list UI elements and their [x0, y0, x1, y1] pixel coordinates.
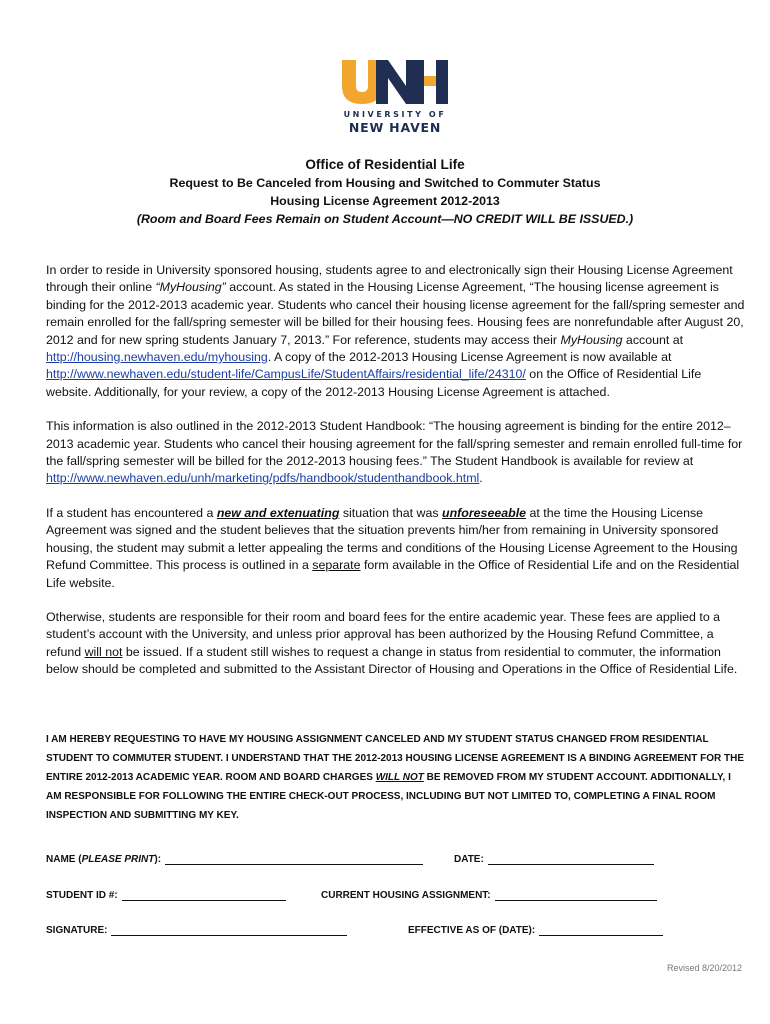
effective-label: EFFECTIVE AS OF (DATE):: [408, 925, 536, 936]
myhousing-quoted: “MyHousing”: [155, 280, 226, 295]
signature-field[interactable]: [111, 923, 347, 936]
request-title: Request to Be Canceled from Housing and Switched to Commuter Status: [169, 176, 601, 190]
date-label: DATE:: [454, 854, 484, 865]
paragraph-1: [46, 262, 746, 401]
revised-date: Revised 8/20/2012: [666, 963, 742, 973]
signature-label: SIGNATURE:: [46, 925, 108, 936]
text: In order to reside in University sponsored housing, students agree to and electronically sign their Housing License Agreement through their online: [46, 263, 733, 295]
text: If a student has encountered a: [46, 505, 217, 520]
document-body: [46, 262, 746, 696]
text: BE REMOVED FROM MY STUDENT ACCOUNT. ADDITIONALLY, I AM RESPONSIBLE FOR FOLLOWING THE ENTIRE CHECK-OUT PROCESS, INCLUDING BUT NOT LIMITED TO, COMPLETING A FINAL ROOM INSPECTION AND SUBMITTING MY KEY.: [46, 772, 731, 821]
name-field[interactable]: [165, 852, 423, 865]
text: account at: [622, 332, 684, 347]
will-not: WILL NOT: [375, 772, 424, 783]
text: at the time the Housing License Agreement was signed and the student believes that the situation prevents him/her from remaining in University sponsored housing, the student may submit a letter appealing the terms and conditions of the Housing License Agreement to the Housing Refund Committee. This process is outlined in a: [46, 505, 738, 573]
date-row: [454, 852, 654, 865]
separate: separate: [312, 558, 361, 573]
effective-row: [408, 923, 663, 936]
text: .: [479, 471, 483, 486]
logo-university-of: UNIVERSITY OF: [343, 110, 447, 119]
name-label: NAME (: [46, 854, 82, 865]
certification-statement: [46, 730, 746, 825]
text: situation that was: [339, 505, 443, 520]
paragraph-2: [46, 418, 746, 488]
unh-logo: [336, 52, 454, 134]
effective-date-field[interactable]: [539, 923, 663, 936]
text: Otherwise, students are responsible for their room and board fees for the entire academic year. These fees are applied to a student’s account with the University, and unless prior approval has been authorized by the Housing Refund Committee, a refund: [46, 609, 721, 659]
office-title: Office of Residential Life: [305, 157, 465, 172]
unforeseeable: unforeseeable: [442, 505, 527, 520]
date-field[interactable]: [488, 852, 654, 865]
handbook-link[interactable]: http://www.newhaven.edu/unh/marketing/pdfs/handbook/studenthandbook.html: [46, 471, 480, 486]
text: . A copy of the 2012-2013 Housing License Agreement is now available at: [267, 350, 672, 365]
assignment-field[interactable]: [495, 888, 657, 901]
fees-note: (Room and Board Fees Remain on Student Account—NO CREDIT WILL BE ISSUED.): [136, 212, 634, 226]
text: be issued. If a student still wishes to request a change in status from residential to commuter, the information below should be completed and submitted to the Assistant Director of Housing and Operations in the Office of Residential Life.: [46, 644, 738, 677]
student-id-row: [46, 888, 286, 901]
text: on the Office of Residential Life website. Additionally, for your review, a copy of the 2012-2013 Housing License Agreement is attached.: [46, 367, 702, 399]
new-and-extenuating: new and extenuating: [216, 505, 340, 520]
text: I AM HEREBY REQUESTING TO HAVE MY HOUSING ASSIGNMENT CANCELED AND MY STUDENT STATUS CHANGED FROM RESIDENTIAL STUDENT TO COMMUTER STUDENT. I UNDERSTAND THAT THE 2012-2013 HOUSING LICENSE AGREEMENT IS A BINDING AGREEMENT FOR THE ENTIRE 2012-2013 ACADEMIC YEAR. ROOM AND BOARD CHARGES: [46, 734, 745, 783]
text: form available in the Office of Residential Life and on the Residential Life website.: [46, 558, 740, 590]
document-header: [0, 156, 770, 228]
unh-logo-mark: [336, 52, 454, 108]
text: This information is also outlined in the 2012-2013 Student Handbook: “The housing agreement is binding for the entire 2012–2013 academic year. Students who cancel their housing agreement for the fall/spring semester and remain enrolled full-time for the fall/spring semester will be billed for the 2012-2013 housing fees.” The Student Handbook is available for review at: [46, 419, 743, 469]
logo-new-haven: NEW HAVEN: [348, 120, 442, 135]
license-agreement-link[interactable]: http://www.newhaven.edu/student-life/CampusLife/StudentAffairs/residential_life/24310/: [46, 367, 526, 382]
myhousing-term: MyHousing: [560, 332, 623, 347]
agreement-title: Housing License Agreement 2012-2013: [270, 194, 500, 208]
paragraph-4: [46, 609, 746, 679]
assignment-row: [321, 888, 657, 901]
assignment-label: CURRENT HOUSING ASSIGNMENT:: [321, 890, 491, 901]
student-id-label: STUDENT ID #:: [46, 890, 118, 901]
name-hint: PLEASE PRINT: [81, 854, 155, 865]
signature-row: [46, 923, 347, 936]
name-row: [46, 852, 423, 865]
text: account. As stated in the Housing License Agreement, “The housing license agreement is binding for the 2012-2013 academic year. Students who cancel their housing license agreement for the fall/spring semester and remain enrolled for the fall/spring semester will be billed for their housing fees. Housing fees are nonrefundable after August 20, 2012 and for new spring students January 7, 2013.” For reference, students may access their: [46, 280, 745, 347]
paragraph-3: [46, 505, 746, 592]
student-id-field[interactable]: [122, 888, 286, 901]
name-label-end: ):: [154, 854, 162, 865]
myhousing-link[interactable]: http://housing.newhaven.edu/myhousing: [46, 350, 268, 365]
will-not: will not: [84, 644, 123, 659]
